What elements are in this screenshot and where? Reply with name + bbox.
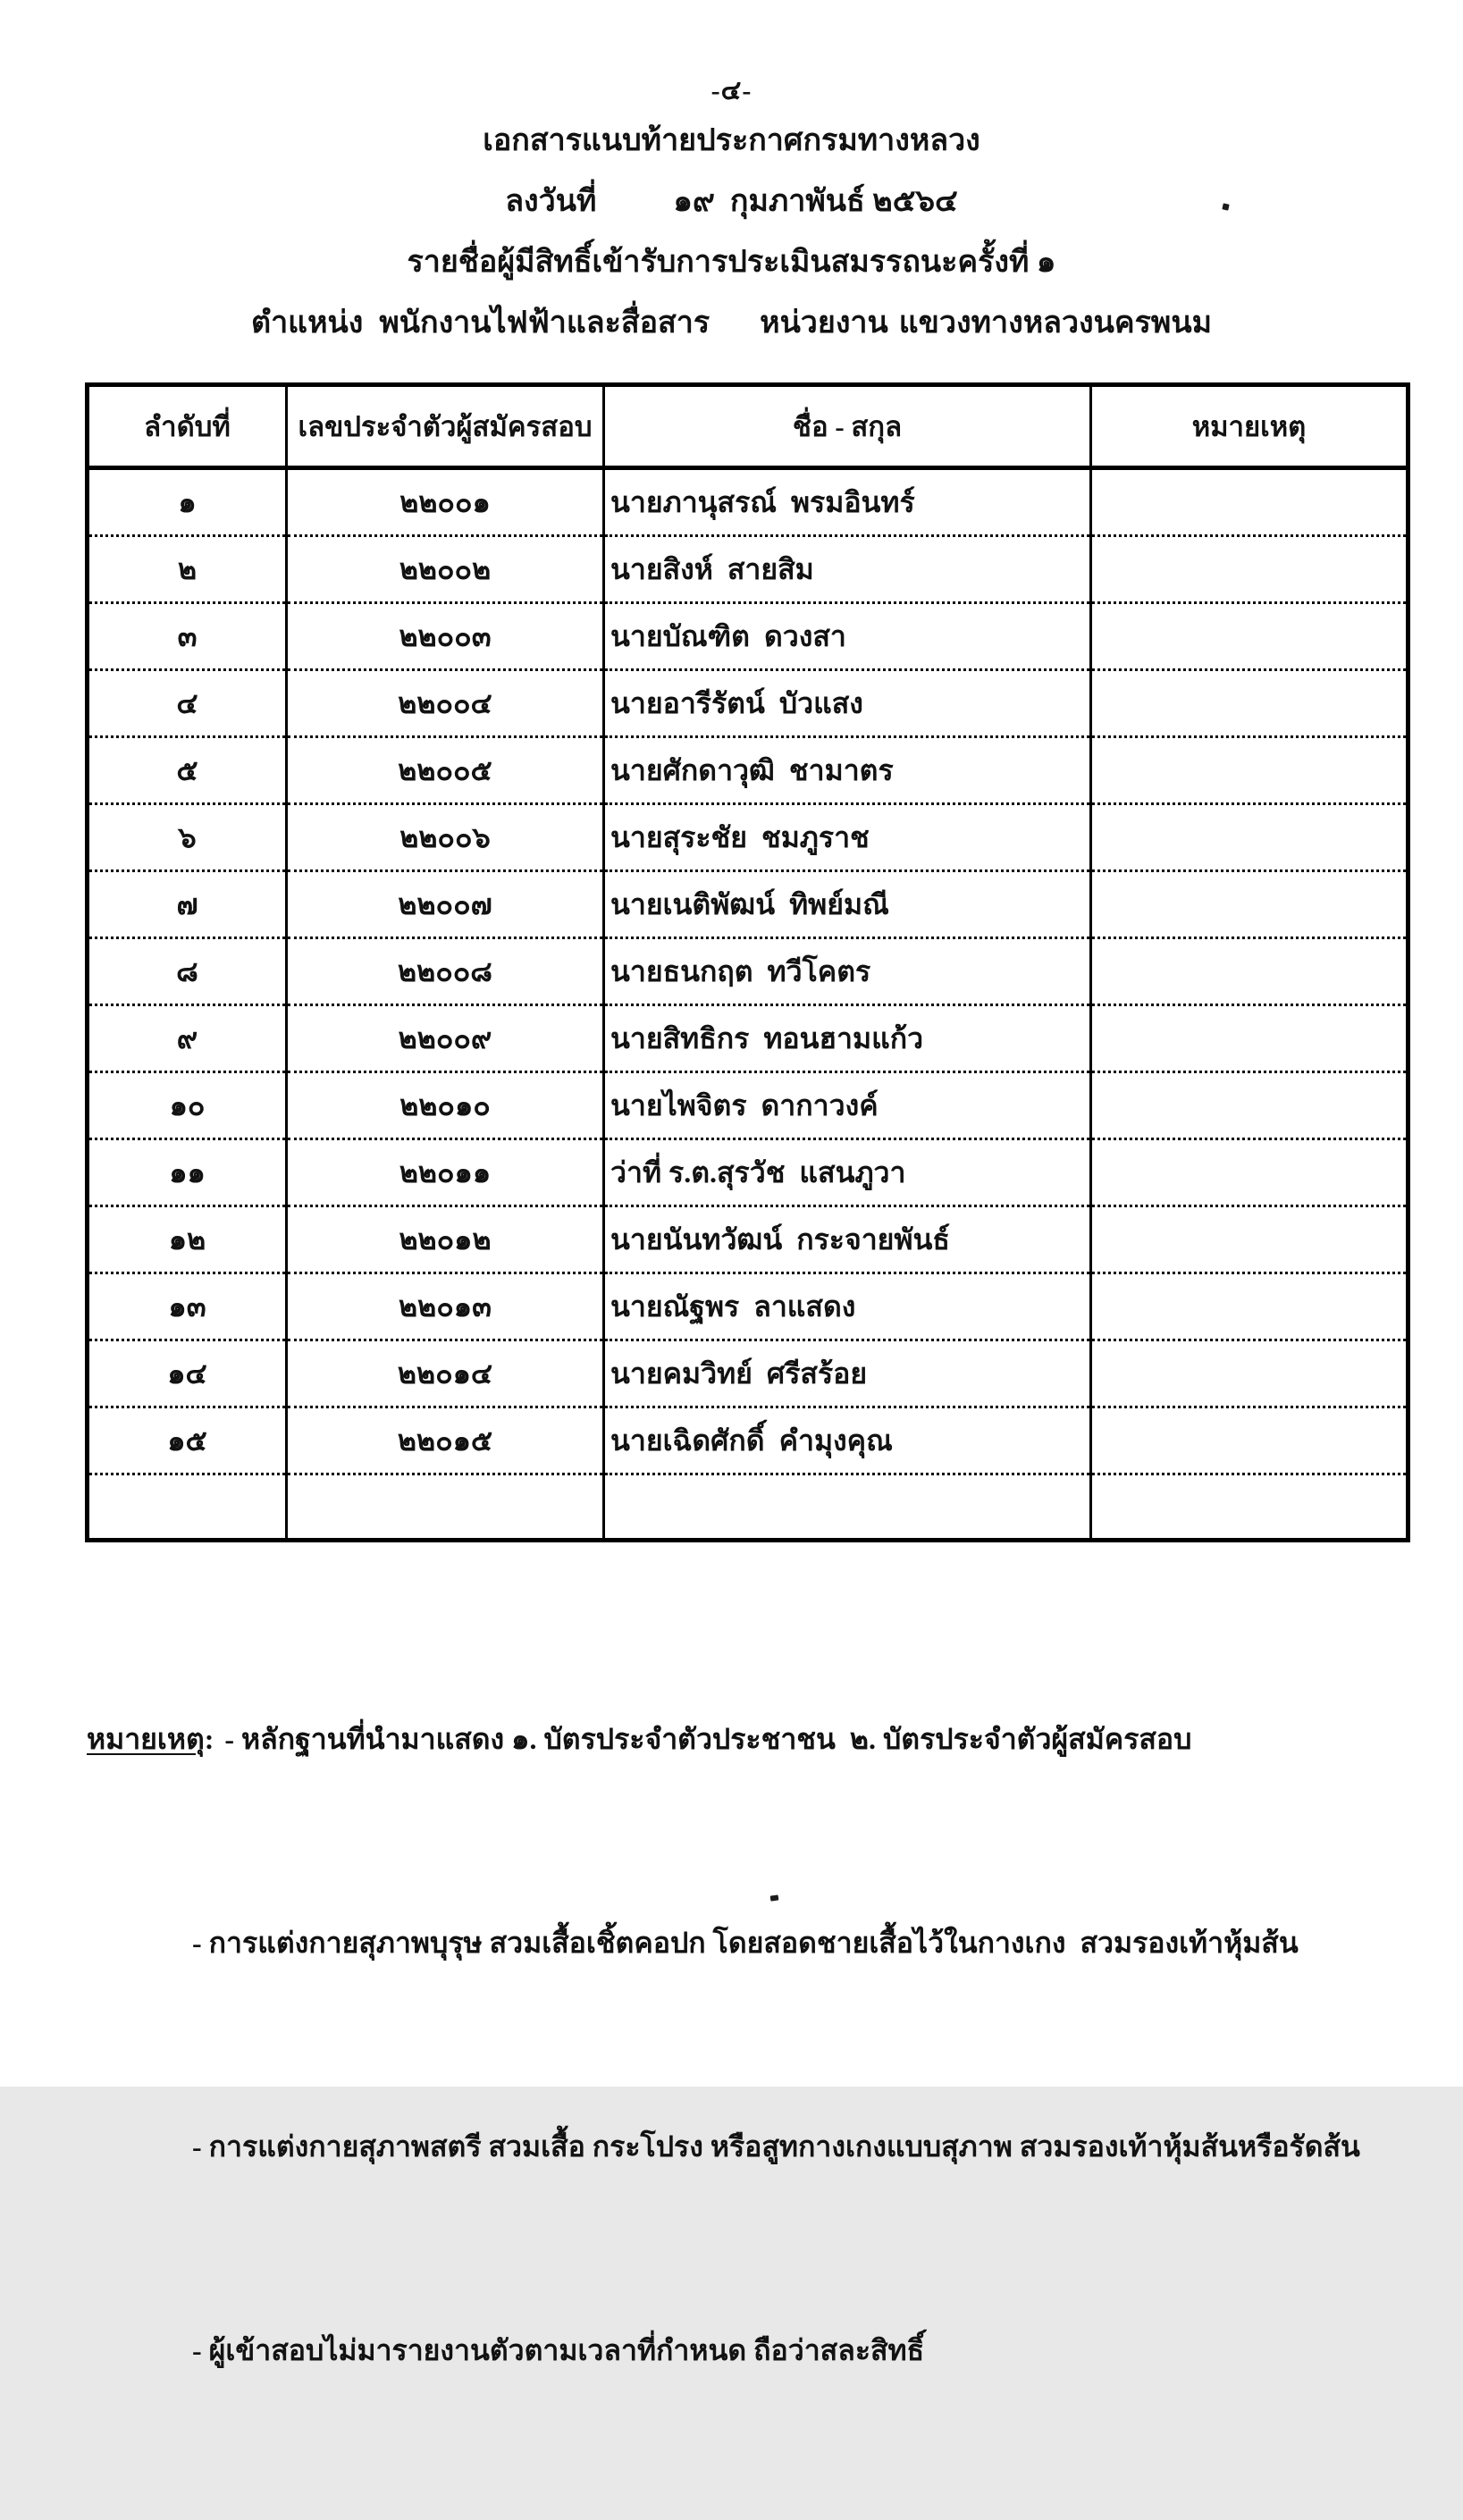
position-value: พนักงานไฟฟ้าและสื่อสาร — [379, 307, 710, 340]
scan-speck — [770, 1894, 779, 1901]
applicants-table — [85, 382, 1410, 1542]
table-row — [88, 871, 1408, 938]
position-label: ตำแหน่ง — [251, 307, 364, 340]
col-header-remark: หมายเหตุ — [1091, 385, 1408, 468]
applicant-name: นายภานุสรณ์ พรมอินทร์ — [604, 468, 1091, 536]
table-header — [88, 385, 1408, 468]
row-index: ๖ — [88, 804, 287, 871]
applicant-id: ๒๒๐๐๙ — [287, 1005, 604, 1072]
applicant-name: นายเฉิดศักดิ์ คำมุงคุณ — [604, 1407, 1091, 1474]
remark-cell — [1091, 737, 1408, 804]
applicant-id: ๒๒๐๐๑ — [287, 468, 604, 536]
applicant-name: นายณัฐพร ลาแสดง — [604, 1273, 1091, 1340]
applicant-id: ๒๒๐๐๔ — [287, 670, 604, 737]
position-line — [0, 293, 1463, 354]
row-index: ๒ — [88, 536, 287, 603]
row-index: ๘ — [88, 938, 287, 1005]
row-index: ๑๒ — [88, 1206, 287, 1273]
remark-cell — [1091, 1206, 1408, 1273]
applicant-id: ๒๒๐๑๔ — [287, 1340, 604, 1407]
remark-cell — [1091, 1340, 1408, 1407]
doc-subtitle: รายชื่อผู้มีสิทธิ์เข้ารับการประเมินสมรรถนะครั้งที่ ๑ — [407, 246, 1056, 279]
doc-title: เอกสารแนบท้ายประกาศกรมทางหลวง — [483, 124, 980, 157]
applicant-name: นายไพจิตร ดากาวงค์ — [604, 1072, 1091, 1139]
spacer — [214, 1748, 224, 1749]
applicant-id: ๒๒๐๑๐ — [287, 1072, 604, 1139]
applicant-id: ๒๒๐๑๒ — [287, 1206, 604, 1273]
applicant-id: ๒๒๐๐๘ — [287, 938, 604, 1005]
table-row — [88, 804, 1408, 871]
page-number: -๔- — [710, 76, 753, 105]
col-header-applicant-id: เลขประจำตัวผู้สมัครสอบ — [287, 385, 604, 468]
applicant-id: ๒๒๐๑๑ — [287, 1139, 604, 1206]
row-index: ๑๕ — [88, 1407, 287, 1474]
table-row — [88, 670, 1408, 737]
remark-cell — [1091, 938, 1408, 1005]
remark-cell — [1091, 1005, 1408, 1072]
table-row — [88, 1340, 1408, 1407]
row-index: ๕ — [88, 737, 287, 804]
table-row — [88, 1072, 1408, 1139]
remark-cell — [1091, 1474, 1408, 1541]
row-index: ๙ — [88, 1005, 287, 1072]
spacer — [596, 210, 673, 211]
table-row — [88, 1273, 1408, 1340]
unit-label: หน่วยงาน — [760, 307, 888, 340]
table-row — [88, 1005, 1408, 1072]
applicant-name: นายธนกฤต ทวีโคตร — [604, 938, 1091, 1005]
remark-cell — [1091, 804, 1408, 871]
applicant-id: ๒๒๐๐๖ — [287, 804, 604, 871]
date-label: ลงวันที่ — [505, 185, 597, 218]
row-index: ๑๓ — [88, 1273, 287, 1340]
table-row — [88, 468, 1408, 536]
notes-colon: : — [204, 1723, 214, 1755]
applicant-name: นายอารีรัตน์ บัวแสง — [604, 670, 1091, 737]
row-index: ๔ — [88, 670, 287, 737]
row-index: ๗ — [88, 871, 287, 938]
applicant-id: ๒๒๐๐๒ — [287, 536, 604, 603]
applicant-id — [287, 1474, 604, 1541]
footnote-line: - ผู้เข้าสอบไม่มารายงานตัวตามเวลาที่กำหนด ถือว่าสละสิทธิ์ — [192, 2334, 925, 2366]
footnote-line: - การแต่งกายสุภาพบุรุษ สวมเสื้อเชิ้ตคอปก โดยสอดชายเสื้อไว้ในกางเกง สวมรองเท้าหุ้มส้น — [192, 1927, 1299, 1959]
row-index: ๑ — [88, 468, 287, 536]
table-row — [88, 1206, 1408, 1273]
applicant-name: ว่าที่ ร.ต.สุรวัช แสนภูวา — [604, 1139, 1091, 1206]
table-row — [88, 737, 1408, 804]
table-row — [88, 1139, 1408, 1206]
applicant-id: ๒๒๐๐๗ — [287, 871, 604, 938]
applicant-name: นายสุระชัย ชมภูราช — [604, 804, 1091, 871]
applicant-id: ๒๒๐๑๓ — [287, 1273, 604, 1340]
remark-cell — [1091, 1072, 1408, 1139]
row-index: ๑๔ — [88, 1340, 287, 1407]
row-index: ๓ — [88, 603, 287, 670]
footnote-line: - การแต่งกายสุภาพสตรี สวมเสื้อ กระโปรง หรือสูทกางเกงแบบสุภาพ สวมรองเท้าหุ้มส้นหรือรัดส้น — [192, 2130, 1360, 2163]
remark-cell — [1091, 603, 1408, 670]
applicant-name: นายศักดาวุฒิ ชามาตร — [604, 737, 1091, 804]
remark-cell — [1091, 468, 1408, 536]
footnote-text: - หลักฐานที่นำมาแสดง ๑. บัตรประจำตัวประชาชน ๒. บัตรประจำตัวผู้สมัครสอบ — [224, 1723, 1192, 1755]
remark-cell — [1091, 871, 1408, 938]
row-index: ๑๑ — [88, 1139, 287, 1206]
table-row — [88, 1407, 1408, 1474]
applicant-name: นายเนติพัฒน์ ทิพย์มณี — [604, 871, 1091, 938]
remark-cell — [1091, 670, 1408, 737]
remark-cell — [1091, 1139, 1408, 1206]
table-row — [88, 603, 1408, 670]
applicant-name: นายบัณฑิต ดวงสา — [604, 603, 1091, 670]
table-row — [88, 938, 1408, 1005]
date-value: ๑๙ กุมภาพันธ์ ๒๕๖๔ — [673, 185, 958, 218]
col-header-index: ลำดับที่ — [88, 385, 287, 468]
applicant-id: ๒๒๐๐๕ — [287, 737, 604, 804]
applicant-name: นายนันทวัฒน์ กระจายพันธ์ — [604, 1206, 1091, 1273]
footnotes — [87, 1569, 1383, 2520]
applicant-name — [604, 1474, 1091, 1541]
header-row — [88, 385, 1408, 468]
applicant-name: นายสิงห์ สายสิม — [604, 536, 1091, 603]
col-header-name: ชื่อ - สกุล — [604, 385, 1091, 468]
applicant-name: นายสิทธิกร ทอนฮามแก้ว — [604, 1005, 1091, 1072]
row-index: ๑๐ — [88, 1072, 287, 1139]
applicant-id: ๒๒๐๐๓ — [287, 603, 604, 670]
remark-cell — [1091, 536, 1408, 603]
remark-cell — [1091, 1273, 1408, 1340]
scan-speck — [1222, 203, 1229, 210]
table-row — [88, 536, 1408, 603]
row-index — [88, 1474, 287, 1541]
doc-date-line — [0, 172, 1463, 232]
footnote-line — [87, 1705, 1383, 1773]
applicant-name: นายคมวิทย์ ศรีสร้อย — [604, 1340, 1091, 1407]
remark-cell — [1091, 1407, 1408, 1474]
document-header — [0, 111, 1463, 354]
unit-value: แขวงทางหลวงนครพนม — [898, 307, 1212, 340]
table-row-empty — [88, 1474, 1408, 1541]
notes-heading: หมายเหตุ — [87, 1723, 205, 1755]
applicant-id: ๒๒๐๑๕ — [287, 1407, 604, 1474]
